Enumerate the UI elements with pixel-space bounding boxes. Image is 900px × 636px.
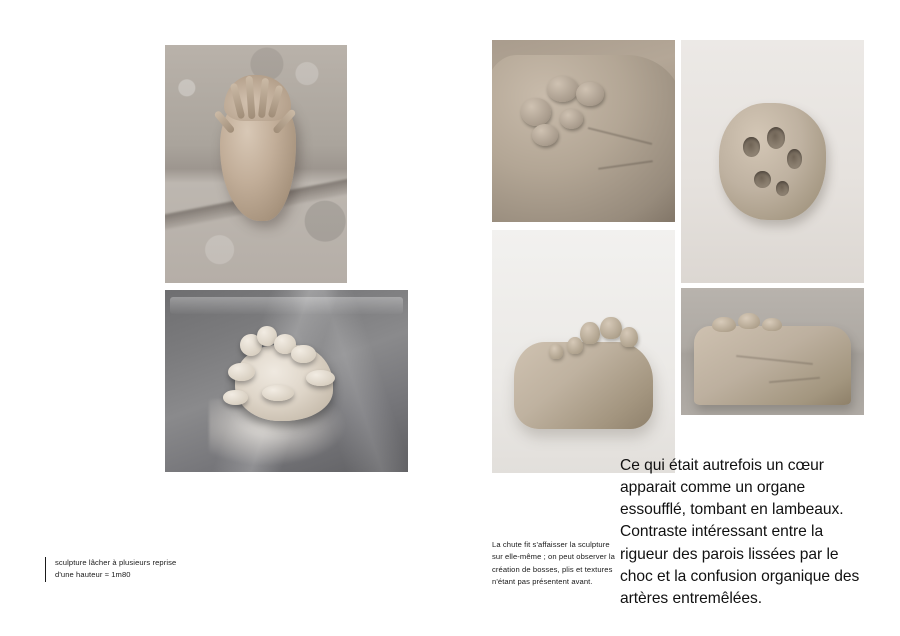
photo-clay-wedge-with-nubs: [492, 230, 675, 473]
photo-heart-sculpture-on-concrete-inner: [165, 45, 347, 283]
photo-sculpture-on-metal-tray-inner: [165, 290, 408, 472]
clay-cavity: [743, 137, 759, 156]
caption-center-fall-description: La chute fit s'affaisser la sculpture sur elle-même ; on peut observer la création de bosses, plis et textures n'étant pas présentent avant.: [492, 540, 615, 586]
photo-sculpture-on-metal-tray: [165, 290, 408, 472]
photo-clay-block-on-grey-ground-inner: [681, 288, 864, 415]
clay-nub: [600, 317, 622, 339]
clay-nub: [712, 317, 736, 332]
photo-clay-block-on-grey-ground: [681, 288, 864, 415]
clay-cavity: [754, 171, 770, 188]
photo-clay-lump-with-holes-inner: [681, 40, 864, 283]
photo-heart-sculpture-on-concrete: [165, 45, 347, 283]
clay-stud: [521, 98, 550, 125]
photo-clay-lump-with-holes: [681, 40, 864, 283]
photo-clay-wedge-with-nubs-inner: [492, 230, 675, 473]
clay-nub: [580, 322, 600, 344]
clay-nub: [762, 318, 782, 331]
caption-left-sculpture-drop: sculpture lâcher à plusieurs reprise d'une hauteur ≈ 1m80: [45, 557, 185, 582]
photo-clay-block-with-studs-inner: [492, 40, 675, 222]
clay-nub: [738, 313, 760, 328]
clay-stud: [532, 124, 558, 146]
clay-nub: [620, 327, 638, 346]
sculpture-lobe: [262, 385, 294, 401]
clay-block-form: [694, 326, 851, 405]
clay-lump-form: [719, 103, 825, 220]
clay-wedge-form: [514, 342, 653, 429]
clay-stud: [576, 82, 603, 106]
main-body-text: Ce qui était autrefois un cœur apparait comme un organe essoufflé, tombant en lambeaux. Contraste intéressant entre la rigueur des parois lissées par le choc et la confusion organique des artères entremêlées.: [620, 457, 860, 607]
clay-cavity: [787, 149, 802, 168]
sculpture-lobe: [228, 363, 255, 381]
clay-block-form: [492, 55, 675, 222]
clay-nub: [549, 344, 564, 359]
clay-nub: [567, 337, 583, 354]
clay-cavity: [776, 181, 789, 196]
sculpture-lobe: [223, 390, 247, 405]
clay-stud: [547, 76, 578, 101]
photo-clay-block-with-studs: [492, 40, 675, 222]
sculpture-lobe: [291, 345, 315, 363]
